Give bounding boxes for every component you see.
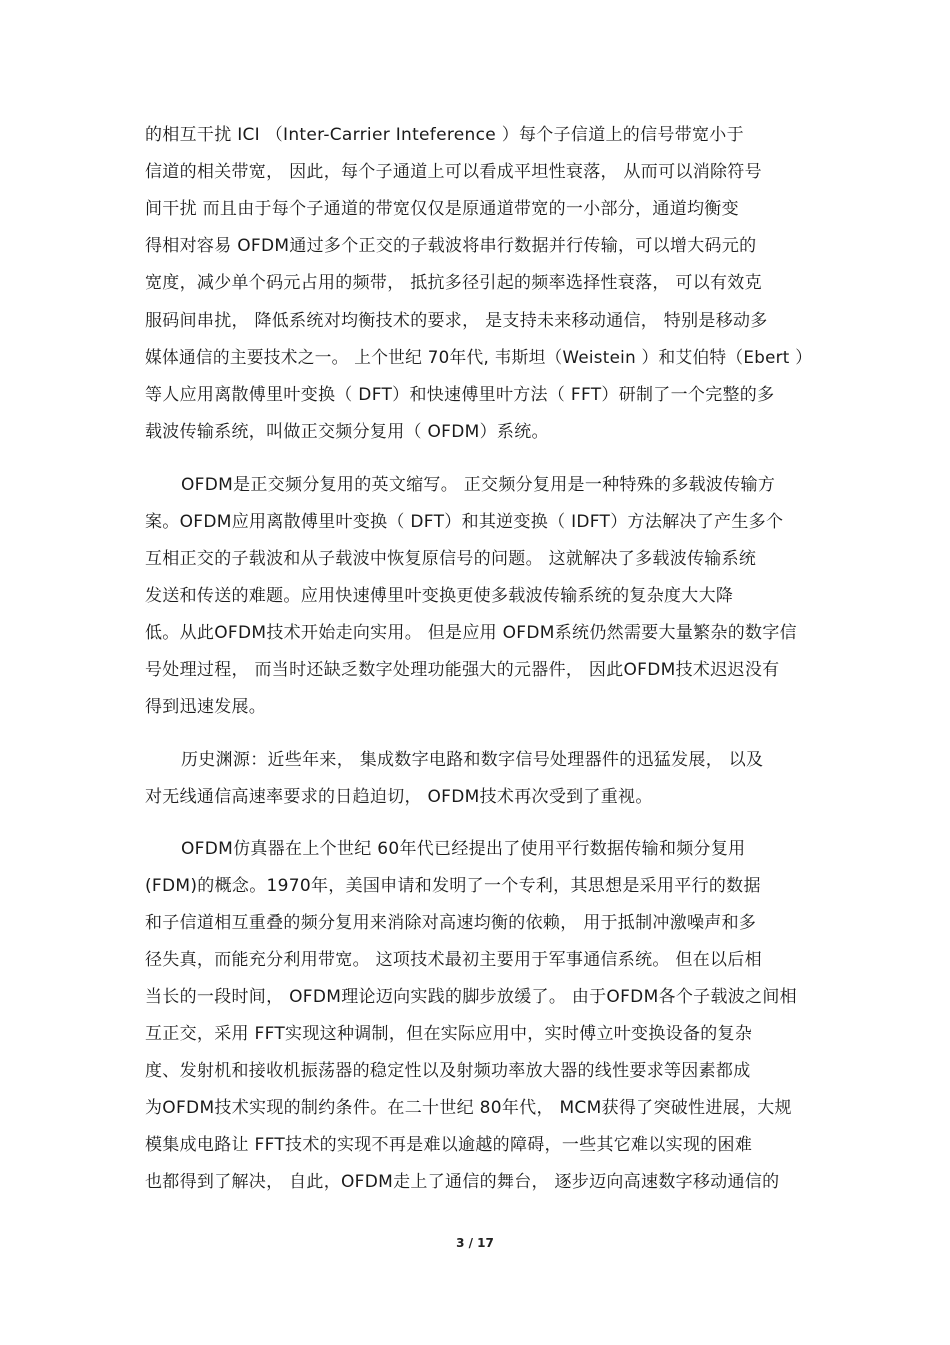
text-line: 号处理过程， 而当时还缺乏数字处理功能强大的元器件， 因此OFDM技术迟迟没有 [145,660,780,680]
text-line: 度、发射机和接收机振荡器的稳定性以及射频功率放大器的线性要求等因素都成 [145,1061,751,1081]
text-line: 间干扰 而且由于每个子通道的带宽仅仅是原通道带宽的一小部分，通道均衡变 [145,199,739,219]
text-line: 信道的相关带宽， 因此，每个子通道上可以看成平坦性衰落， 从而可以消除符号 [145,162,762,182]
text-line: 互相正交的子载波和从子载波中恢复原信号的问题。 这就解决了多载波传输系统 [145,549,757,569]
text-line: OFDM是正交频分复用的英文缩写。 正交频分复用是一种特殊的多载波传输方 [181,475,776,495]
text-line: 模集成电路让 FFT技术的实现不再是难以逾越的障碍，一些其它难以实现的困难 [145,1135,753,1155]
text-line: 径失真，而能充分利用带宽。 这项技术最初主要用于军事通信系统。 但在以后相 [145,950,762,970]
text-line: 载波传输系统，叫做正交频分复用（ OFDM）系统。 [145,422,549,442]
text-line: 对无线通信高速率要求的日趋迫切， OFDM技术再次受到了重视。 [145,787,653,807]
page-number: 3 / 17 [456,1236,494,1250]
text-line: 发送和传送的难题。应用快速傅里叶变换更使多载波传输系统的复杂度大大降 [145,586,734,606]
text-line: 为OFDM技术实现的制约条件。在二十世纪 80年代， MCM获得了突破性进展，大规 [145,1098,792,1118]
text-line: 当长的一段时间， OFDM理论迈向实践的脚步放缓了。 由于OFDM各个子载波之间相 [145,987,797,1007]
text-line: 得相对容易 OFDM通过多个正交的子载波将串行数据并行传输，可以增大码元的 [145,236,757,256]
text-line: 宽度，减少单个码元占用的频带， 抵抗多径引起的频率选择性衰落， 可以有效克 [145,273,762,293]
text-line: 低。从此OFDM技术开始走向实用。 但是应用 OFDM系统仍然需要大量繁杂的数字信 [145,623,797,643]
text-line: 历史渊源：近些年来， 集成数字电路和数字信号处理器件的迅猛发展， 以及 [181,750,764,770]
text-line: 服码间串扰， 降低系统对均衡技术的要求， 是支持未来移动通信， 特别是移动多 [145,311,768,331]
text-line: OFDM仿真器在上个世纪 60年代已经提出了使用平行数据传输和频分复用 [181,839,746,859]
text-line: 案。OFDM应用离散傅里叶变换（ DFT）和其逆变换（ IDFT）方法解决了产生多个 [145,512,784,532]
text-line: 得到迅速发展。 [145,697,267,717]
text-line: 的相互干扰 ICI （Inter-Carrier Inteference ）每个子信道上的信号带宽小于 [145,125,744,145]
text-line: 和子信道相互重叠的频分复用来消除对高速均衡的依赖， 用于抵制冲激噪声和多 [145,913,757,933]
text-line: 等人应用离散傅里叶变换（ DFT）和快速傅里叶方法（ FFT）研制了一个完整的多 [145,385,775,405]
text-line: 互正交，采用 FFT实现这种调制，但在实际应用中，实时傅立叶变换设备的复杂 [145,1024,753,1044]
text-line: (FDM)的概念。1970年，美国申请和发明了一个专利，其思想是采用平行的数据 [145,876,761,896]
text-line: 媒体通信的主要技术之一。 上个世纪 70年代, 韦斯坦（Weistein ）和艾伯特（Ebert ） [145,348,813,368]
text-line: 也都得到了解决， 自此，OFDM走上了通信的舞台， 逐步迈向高速数字移动通信的 [145,1172,780,1192]
